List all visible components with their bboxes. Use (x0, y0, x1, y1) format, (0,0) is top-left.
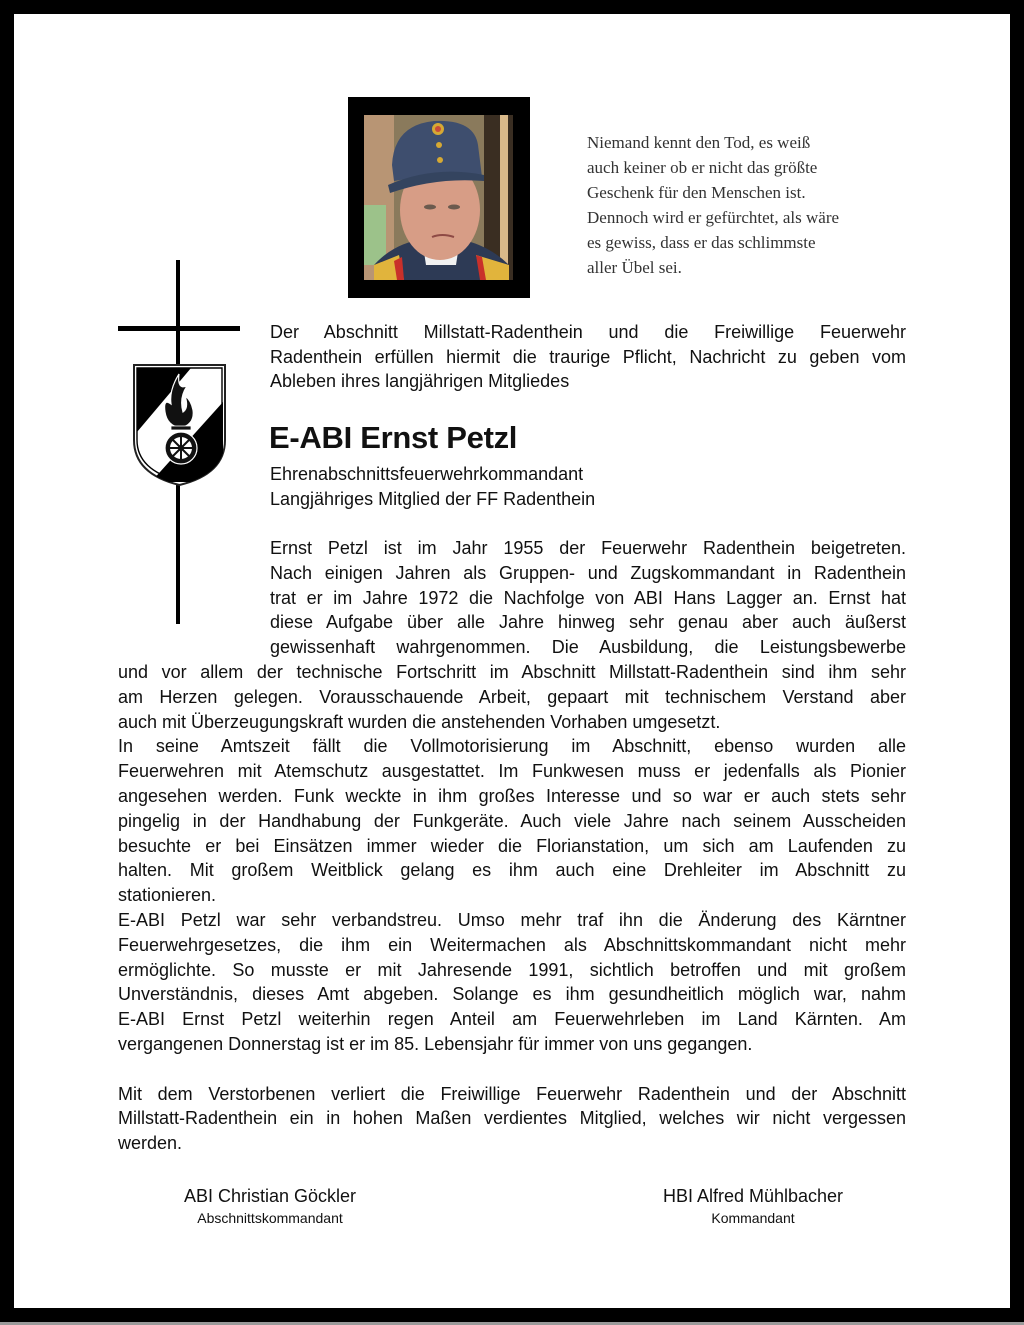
body-line: stationieren. (118, 885, 217, 906)
body-line: und vor allem der technische Fortschritt im Abschnitt Millstatt-Radenthein sind ihm sehr (118, 662, 906, 682)
deceased-membership: Langjähriges Mitglied der FF Radenthein (270, 489, 596, 509)
body-line: halten. Mit großem Weitblick gelang es ihm auch eine Drehleiter im Abschnitt zu (118, 860, 906, 881)
memorial-quote (587, 130, 907, 280)
signatory-name: ABI Christian Göckler (183, 1186, 357, 1206)
cross-bar-icon (118, 326, 240, 331)
signatory-role: Kommandant (711, 1210, 795, 1226)
body-line: E-ABI Ernst Petzl weiterhin regen Anteil am Feuerwehrleben im Land Kärnten. Am (118, 1009, 906, 1030)
body-line: trat er im Jahre 1972 die Nachfolge von ABI Hans Lagger an. Ernst hat (270, 587, 906, 608)
biography-body (118, 660, 906, 1156)
intro-line: Der Abschnitt Millstatt-Radenthein und die Freiwillige Feuerwehr (270, 322, 906, 342)
body-line (118, 1057, 906, 1082)
body-line: Millstatt-Radenthein ein in hohen Maßen verdientes Mitglied, welches wir nicht vergessen (118, 1108, 906, 1129)
body-line: E-ABI Petzl war sehr verbandstreu. Umso mehr traf ihn die Änderung des Kärntner (118, 909, 906, 930)
intro-line: Ableben ihres langjährigen Mitgliedes (270, 371, 570, 391)
quote-line: Geschenk für den Menschen ist. (587, 183, 806, 202)
body-line: Mit dem Verstorbenen verliert die Freiwillige Feuerwehr Radenthein und der Abschnitt (118, 1083, 906, 1104)
deceased-name: E-ABI Ernst Petzl (269, 420, 518, 455)
body-line: Ernst Petzl ist im Jahr 1955 der Feuerwehr Radenthein beigetreten. (270, 538, 906, 558)
quote-line: Dennoch wird er gefürchtet, als wäre (587, 208, 840, 227)
announcement-intro (270, 320, 906, 394)
quote-line: Niemand kennt den Tod, es weiß (587, 133, 811, 152)
body-line: Feuerwehren mit Atemschutz ausgestattet. Im Funkwesen muss er jedenfalls als Pionier (118, 761, 906, 782)
portrait-illustration-icon (364, 115, 513, 280)
biography-intro (270, 536, 906, 660)
quote-line: es gewiss, dass er das schlimmste (587, 233, 816, 252)
deceased-title: Ehrenabschnittsfeuerwehrkommandant (270, 464, 584, 484)
intro-line: Radenthein erfüllen hiermit die traurige Pflicht, Nachricht zu geben vom (270, 346, 906, 367)
body-line: besuchte er bei Einsätzen immer wieder die Florianstation, um sich am Laufenden zu (118, 835, 906, 856)
signatory-name: HBI Alfred Mühlbacher (662, 1186, 844, 1206)
body-line: In seine Amtszeit fällt die Vollmotorisierung im Abschnitt, ebenso wurden alle (118, 736, 906, 757)
body-line: am Herzen gelegen. Vorausschauende Arbeit, gepaart mit technischem Verstand aber (118, 686, 906, 707)
body-line: gewissenhaft wahrgenommen. Die Ausbildung, die Leistungsbewerbe (270, 637, 906, 658)
portrait-frame (348, 97, 530, 298)
body-line: werden. (118, 1133, 183, 1154)
signature-right (642, 1184, 864, 1228)
body-line: ermöglichte. So musste er mit Jahresende 1991, sichtlich betroffen und mit großem (118, 959, 906, 980)
fire-brigade-crest-icon (131, 362, 228, 488)
quote-line: aller Übel sei. (587, 258, 682, 277)
deceased-titles (270, 462, 595, 512)
body-line: angesehen werden. Funk weckte in ihm großes Interesse und so war er auch stets sehr (118, 785, 906, 806)
body-line: auch mit Überzeugungskraft wurden die anstehenden Vorhaben umgesetzt. (118, 711, 721, 732)
body-line: diese Aufgabe über alle Jahre hinweg sehr genau aber auch äußerst (270, 612, 906, 633)
body-line: Unverständnis, dieses Amt abgeben. Solange es ihm gesundheitlich möglich war, nahm (118, 984, 906, 1005)
body-line: Feuerwehrgesetzes, die ihm ein Weitermachen als Abschnittskommandant nicht mehr (118, 934, 906, 955)
signatory-role: Abschnittskommandant (197, 1210, 343, 1226)
quote-line: auch keiner ob er nicht das größte (587, 158, 818, 177)
body-line: pingelig in der Handhabung der Funkgeräte. Auch viele Jahre nach seinem Ausscheiden (118, 810, 906, 831)
portrait-photo (364, 115, 513, 280)
body-line: vergangenen Donnerstag ist er im 85. Lebensjahr für immer von uns gegangen. (118, 1033, 753, 1054)
body-line: Nach einigen Jahren als Gruppen- und Zugskommandant in Radenthein (270, 562, 906, 583)
signature-left (160, 1184, 380, 1228)
